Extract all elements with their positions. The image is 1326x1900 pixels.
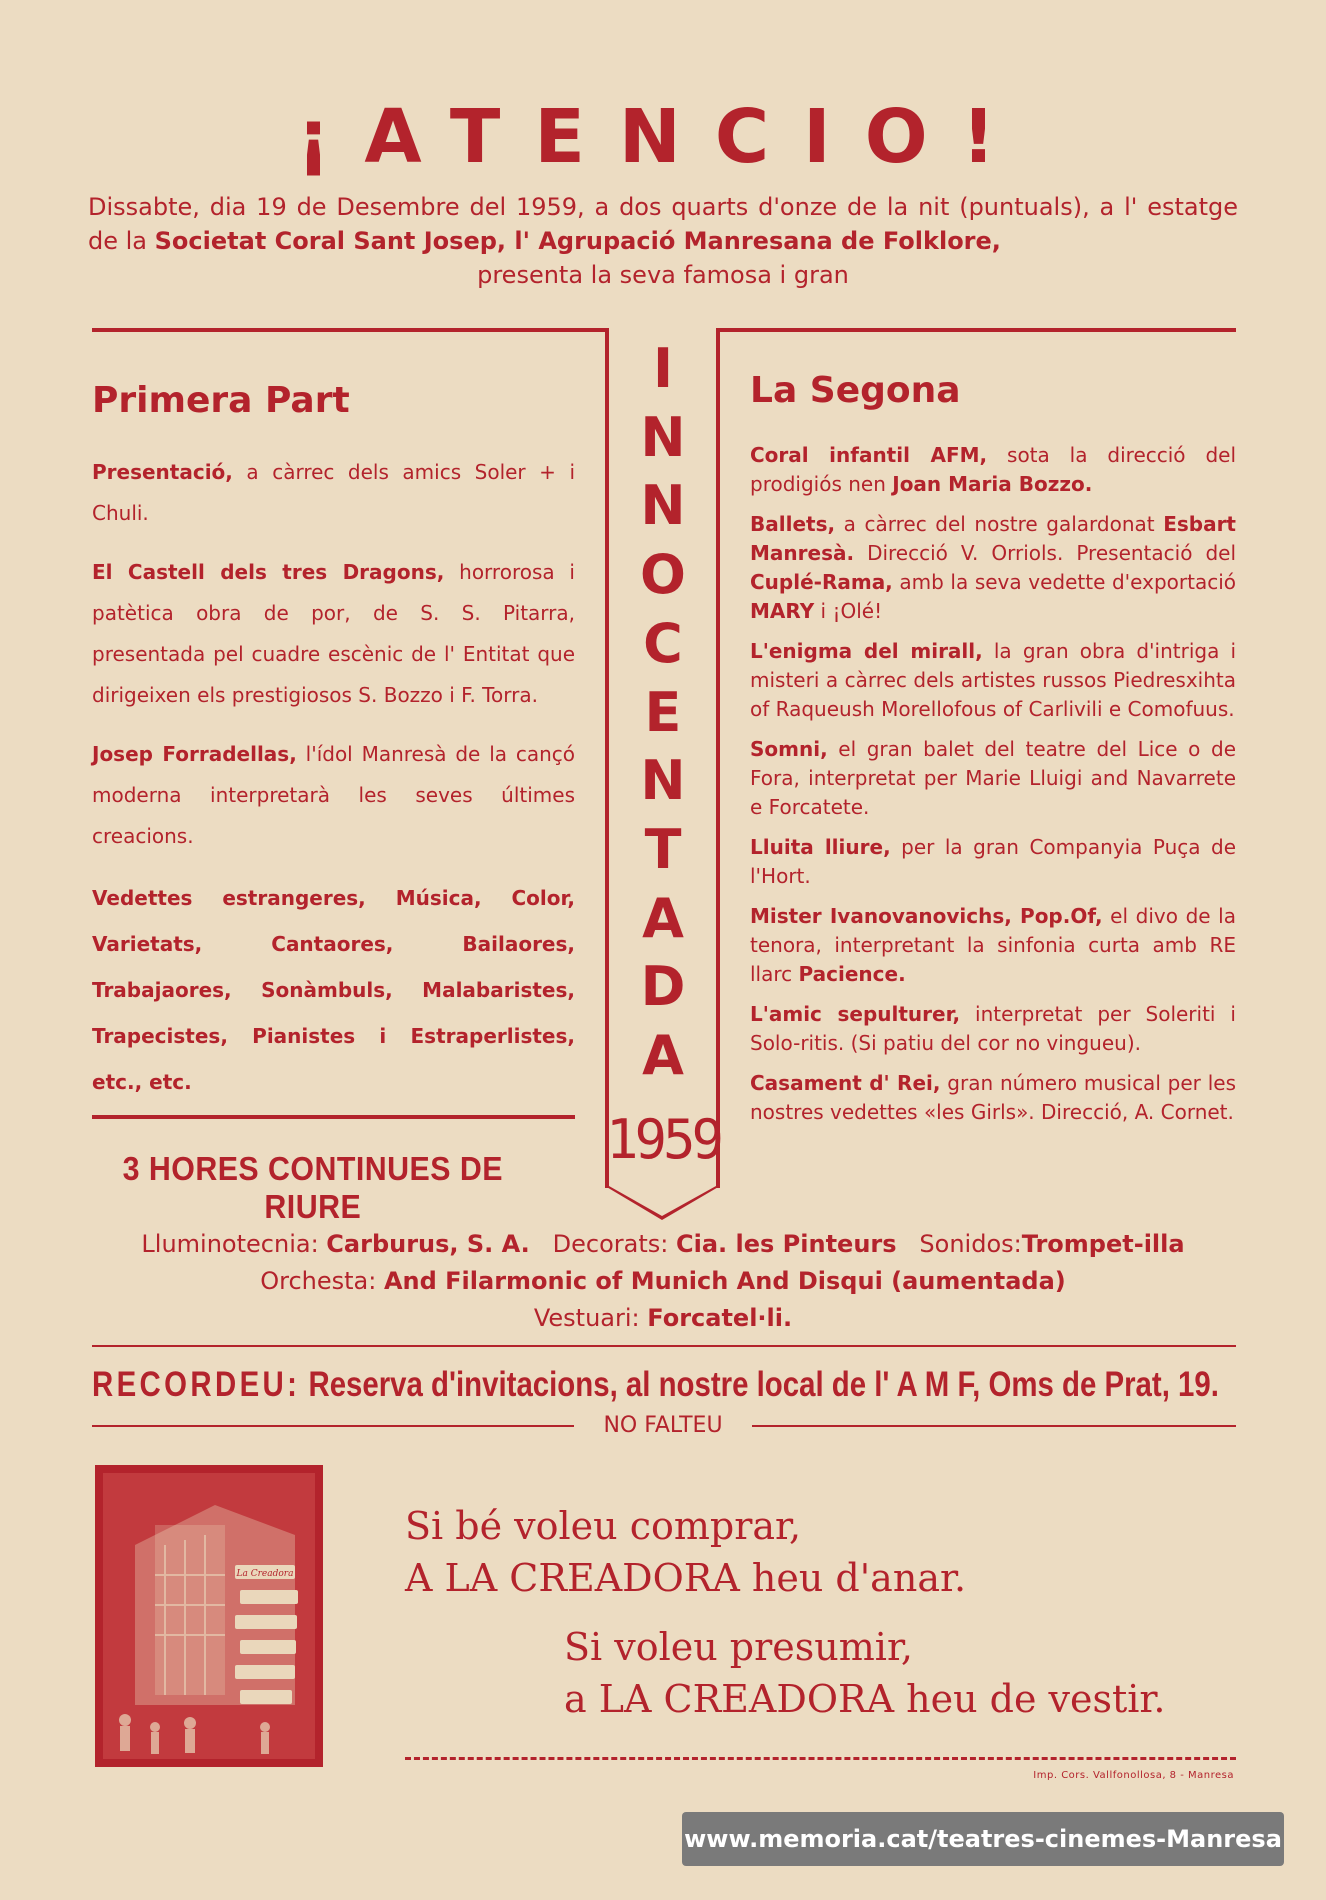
year: 1959	[606, 1108, 721, 1171]
primera-part-heading: Primera Part	[92, 380, 350, 421]
item-text: el divo de la tenora, interpretant la sinfonia curta amb RE llarc	[750, 904, 1236, 986]
segona-part-column	[750, 441, 1236, 1138]
program-item	[92, 734, 575, 857]
title-letter: A	[642, 1024, 684, 1088]
title-letter: T	[644, 817, 682, 881]
title-letter: N	[640, 474, 686, 538]
program-item	[750, 735, 1236, 822]
credit-value: Carburus, S. A.	[326, 1230, 530, 1258]
item-title: L'enigma del mirall,	[750, 639, 983, 663]
store-sign: La Creadora	[236, 1569, 294, 1579]
item-text: i ¡Olé!	[814, 599, 883, 623]
imprint: Imp. Cors. Vallfonollosa, 8 - Manresa	[1033, 1770, 1234, 1781]
intro-organizers: Societat Coral Sant Josep, l' Agrupació Manresana de Folklore,	[154, 227, 1001, 255]
intro-paragraph	[88, 190, 1238, 292]
credits-line-3	[88, 1304, 1238, 1332]
credit-label: Orchesta:	[260, 1267, 377, 1295]
item-title: Josep Forradellas,	[92, 742, 297, 766]
title-letter: O	[640, 543, 686, 607]
credit-value: Cia. les Pinteurs	[676, 1230, 897, 1258]
program-item	[92, 452, 575, 534]
primera-divider	[92, 1115, 575, 1119]
item-highlight: Cuplé-Rama,	[750, 570, 893, 594]
program-item	[750, 1069, 1236, 1127]
item-title: Mister Ivanovanovichs, Pop.Of,	[750, 904, 1103, 928]
credits-line-1	[88, 1230, 1238, 1258]
recordeu-line	[92, 1365, 1219, 1405]
frame-left-vertical	[605, 328, 609, 1188]
credit-value: And Filarmonic of Munich And Disqui (aumentada)	[383, 1267, 1066, 1295]
slogan-line-2: A LA CREADORA heu d'anar.	[405, 1556, 967, 1600]
recordeu-label: RECORDEU:	[92, 1365, 301, 1404]
title-letter: I	[652, 337, 674, 400]
item-text: horrorosa i patètica obra de por, de S. S. Pitarra, presentada pel cuadre escènic de l' Entitat que dirigeixen els prestigiosos S. Bozzo i F. Torra.	[92, 560, 575, 707]
la-creadora-store-illustration	[95, 1465, 323, 1767]
item-title: Casament d' Rei,	[750, 1071, 941, 1095]
item-text: interpretat per Soleriti i Solo-ritis. (Si patiu del cor no vingueu).	[750, 1002, 1236, 1055]
frame-top-right	[718, 328, 1236, 332]
poster-title: ¡ATENCIO!	[296, 94, 1030, 180]
credit-label: Lluminotecnia:	[141, 1230, 319, 1258]
item-title: El Castell dels tres Dragons,	[92, 560, 445, 584]
slogan-line-3: Si voleu presumir,	[564, 1625, 914, 1669]
segona-part-heading: La Segona	[750, 370, 961, 411]
item-highlight: MARY	[750, 599, 815, 623]
credits-line-2	[88, 1267, 1238, 1295]
credit-value: Forcatel·li.	[647, 1304, 793, 1332]
title-letter: N	[640, 405, 686, 469]
intro-text: Dissabte, dia 19 de Desembre del 1959, a dos quarts d'onze de la nit (puntuals), a l' estatge de la	[88, 193, 1238, 255]
item-title: Somni,	[750, 737, 828, 761]
acts-list: Vedettes estrangeres, Música, Color, Varietats, Cantaores, Bailaores, Trabajaores, Sonàmbuls, Malabaristes, Trapecistes, Pianistes i Estraperlistes, etc., etc.	[92, 886, 575, 1094]
item-text: a càrrec del nostre galardonat	[835, 512, 1164, 536]
recordeu-text: Reserva d'invitacions, al nostre local de l' A M F, Oms de Prat, 19.	[308, 1365, 1219, 1404]
item-text: sota la direcció del prodigiós nen	[750, 443, 1236, 496]
frame-top-left	[92, 328, 607, 332]
no-falteu: NO FALTEU	[603, 1413, 723, 1438]
item-title: L'amic sepulturer,	[750, 1002, 961, 1026]
three-hours-banner: 3 HORES CONTINUES DE RIURE	[122, 1150, 503, 1225]
program-item	[92, 552, 575, 716]
item-title: Lluita lliure,	[750, 835, 891, 859]
title-letter: E	[644, 680, 682, 744]
item-highlight: Esbart Manresà.	[750, 512, 1236, 565]
item-highlight: Joan Maria Bozzo.	[892, 472, 1093, 496]
title-letter: N	[640, 749, 686, 813]
credit-label: Decorats:	[552, 1230, 669, 1258]
dashed-rule	[405, 1757, 1236, 1760]
credit-label: Sonidos:	[919, 1230, 1022, 1258]
item-highlight: Pacience.	[798, 962, 906, 986]
program-item	[750, 902, 1236, 989]
innocentada-vertical-title	[613, 335, 713, 1091]
item-text: el gran balet del teatre del Lice o de Fora, interpretat per Marie Lluigi and Navarrete e Forcatete.	[750, 737, 1236, 819]
title-letter: A	[642, 886, 684, 950]
item-title: Coral infantil AFM,	[750, 443, 988, 467]
item-text: Direcció V. Orriols. Presentació del	[854, 541, 1236, 565]
title-letter: C	[643, 611, 683, 675]
item-text: l'ídol Manresà de la cançó moderna interpretarà les seves últimes creacions.	[92, 742, 575, 848]
program-item	[750, 833, 1236, 891]
frame-arrow	[605, 1186, 720, 1222]
program-item	[750, 510, 1236, 626]
title-letter: D	[640, 955, 686, 1019]
primera-part-column	[92, 452, 575, 1123]
intro-presents: presenta la seva famosa i gran	[477, 261, 849, 289]
slogan-line-4: a LA CREADORA heu de vestir.	[564, 1677, 1166, 1721]
program-item	[750, 441, 1236, 499]
item-title: Presentació,	[92, 460, 233, 484]
item-text: amb la seva vedette d'exportació	[892, 570, 1236, 594]
item-text: la gran obra d'intriga i misteri a càrrec dels artistes russos Piedresxihta of Raqueush Morellofous of Carlivili e Comofuus.	[750, 639, 1237, 721]
item-text: per la gran Companyia Puça de l'Hort.	[750, 835, 1237, 888]
slogan-line-1: Si bé voleu comprar,	[405, 1504, 802, 1548]
item-text: gran número musical per les nostres vedettes «les Girls». Direcció, A. Cornet.	[750, 1071, 1237, 1124]
credit-value: Trompet-illa	[1021, 1230, 1185, 1258]
item-title: Ballets,	[750, 512, 836, 536]
source-watermark: www.memoria.cat/teatres-cinemes-Manresa	[682, 1812, 1284, 1866]
program-item	[750, 1000, 1236, 1058]
credit-label: Vestuari:	[533, 1304, 640, 1332]
program-item	[750, 637, 1236, 724]
recordeu-top-rule	[92, 1345, 1236, 1347]
item-text: a càrrec dels amics Soler + i Chuli.	[92, 460, 575, 525]
frame-right-vertical	[716, 328, 720, 1188]
